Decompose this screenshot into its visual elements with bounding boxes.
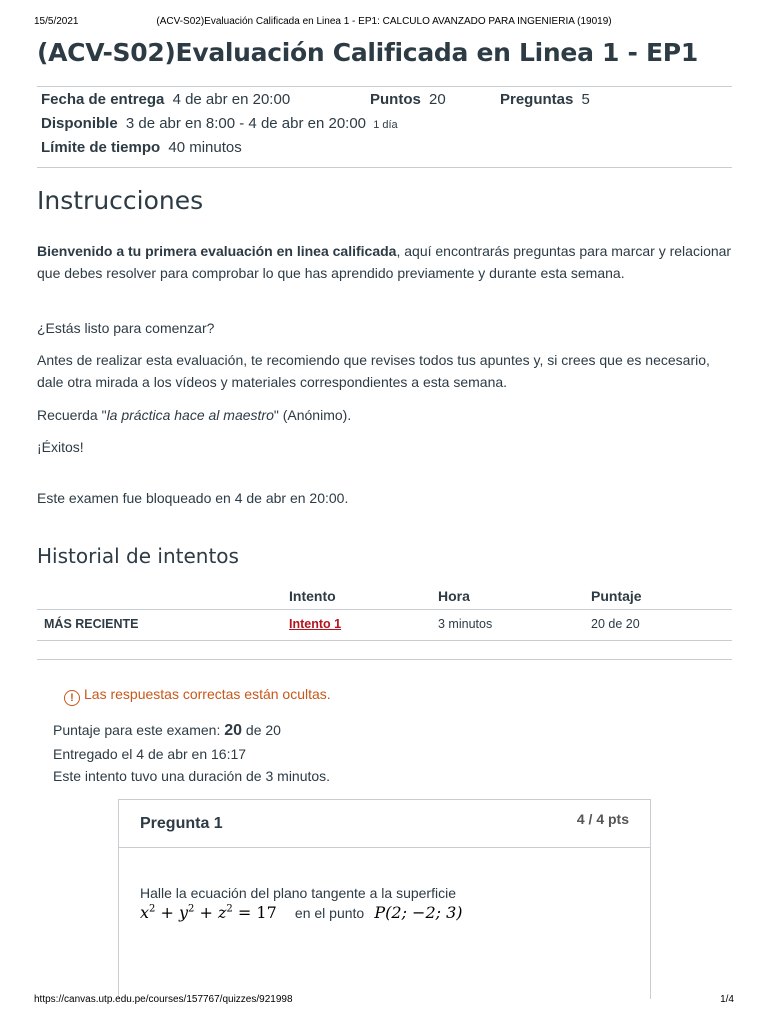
divider xyxy=(37,659,732,660)
print-date: 15/5/2021 xyxy=(34,16,79,27)
score-cell: 20 de 20 xyxy=(591,617,640,631)
duration-info: Este intento tuvo una duración de 3 minutos. xyxy=(53,768,331,784)
warning-text: Las respuestas correctas están ocultas. xyxy=(84,686,331,702)
table-divider xyxy=(37,609,732,610)
divider xyxy=(37,86,732,87)
question-title: Pregunta 1 xyxy=(140,815,223,832)
var-z: z xyxy=(217,903,227,922)
available-value: 3 de abr en 8:00 - 4 de abr en 20:00 xyxy=(125,115,367,132)
hidden-answers-warning xyxy=(64,686,331,706)
print-title: (ACV-S02)Evaluación Calificada en Linea 1 - EP1: CALCULO AVANZADO PARA INGENIERIA (19019) xyxy=(156,16,612,27)
score-value: 20 xyxy=(224,722,243,739)
quote-end: " (Anónimo). xyxy=(273,407,352,423)
quote-italic: la práctica hace al maestro xyxy=(106,407,274,423)
available-label: Disponible xyxy=(41,115,118,132)
instructions-paragraph xyxy=(37,240,732,284)
column-header-time: Hora xyxy=(438,588,470,604)
surface-equation: $x^2 + y^2 + z^2 = 17$ xyxy=(140,903,277,922)
print-url: https://canvas.utp.edu.pe/courses/157767/quizzes/921998 xyxy=(34,994,293,1005)
submitted-info: Entregado el 4 de abr en 16:17 xyxy=(53,746,247,762)
points-info xyxy=(370,91,446,108)
attempt-link[interactable]: Intento 1 xyxy=(289,617,342,631)
questions-value: 5 xyxy=(581,91,590,108)
question-header xyxy=(119,800,650,848)
score-summary xyxy=(53,722,281,740)
equation-rhs: = 17 xyxy=(237,903,277,922)
score-total: de 20 xyxy=(245,722,281,738)
time-cell: 3 minutos xyxy=(438,617,493,631)
quote-start: Recuerda " xyxy=(37,407,107,423)
recommendation-paragraph: Antes de realizar esta evaluación, te recomiendo que revises todos tus apuntes y, si crees que es necesario, dale otra mirada a los vídeos y materiales correspondientes a esta semana. xyxy=(37,352,710,390)
page-number: 1/4 xyxy=(720,994,734,1005)
lock-notice: Este examen fue bloqueado en 4 de abr en 20:00. xyxy=(37,490,349,506)
question-equation xyxy=(140,903,463,922)
exp: 2 xyxy=(188,903,195,915)
available-info xyxy=(41,115,398,132)
page-title: (ACV-S02)Evaluación Calificada en Linea 1 - EP1 xyxy=(37,38,698,67)
welcome-bold: Bienvenido a tu primera evaluación en linea calificada xyxy=(37,243,397,259)
attempt-cell xyxy=(289,617,341,631)
question-text: Halle la ecuación del plano tangente a la superficie xyxy=(140,885,456,901)
print-footer xyxy=(0,994,768,1008)
questions-label: Preguntas xyxy=(500,91,574,108)
var-x: x xyxy=(140,903,150,922)
row-label: MÁS RECIENTE xyxy=(44,617,139,631)
points-label: Puntos xyxy=(370,91,421,108)
var-y: y xyxy=(178,903,189,922)
column-header-attempt: Intento xyxy=(289,588,336,604)
ready-question: ¿Estás listo para comenzar? xyxy=(37,320,215,336)
table-divider xyxy=(37,640,732,641)
warning-icon: ! xyxy=(64,690,80,706)
score-label: Puntaje para este examen: xyxy=(53,722,221,738)
due-label: Fecha de entrega xyxy=(41,91,165,108)
question-card xyxy=(118,799,651,999)
due-value: 4 de abr en 20:00 xyxy=(172,91,291,108)
time-limit xyxy=(41,139,242,156)
questions-info xyxy=(500,91,590,108)
exp: 2 xyxy=(149,903,156,915)
available-extra: 1 día xyxy=(373,119,398,131)
print-header xyxy=(0,16,768,30)
column-header-score: Puntaje xyxy=(591,588,642,604)
time-label: Límite de tiempo xyxy=(41,139,161,156)
quote-paragraph xyxy=(37,404,732,426)
question-points: 4 / 4 pts xyxy=(576,811,629,827)
exp: 2 xyxy=(226,903,233,915)
history-heading: Historial de intentos xyxy=(37,544,239,568)
welcome-rest: , aquí encontrarás preguntas para marcar y relacionar que debes resolver para comprobar lo que has aprendido previamente y durante esta semana. xyxy=(37,243,732,281)
points-value: 20 xyxy=(429,91,446,108)
instructions-heading: Instrucciones xyxy=(37,186,204,215)
divider xyxy=(37,167,732,168)
time-value: 40 minutos xyxy=(168,139,242,156)
point-connector: en el punto xyxy=(294,905,365,921)
due-date xyxy=(41,91,290,108)
success-text: ¡Éxitos! xyxy=(37,439,84,455)
point-value: P(2; −2; 3) xyxy=(374,903,463,922)
